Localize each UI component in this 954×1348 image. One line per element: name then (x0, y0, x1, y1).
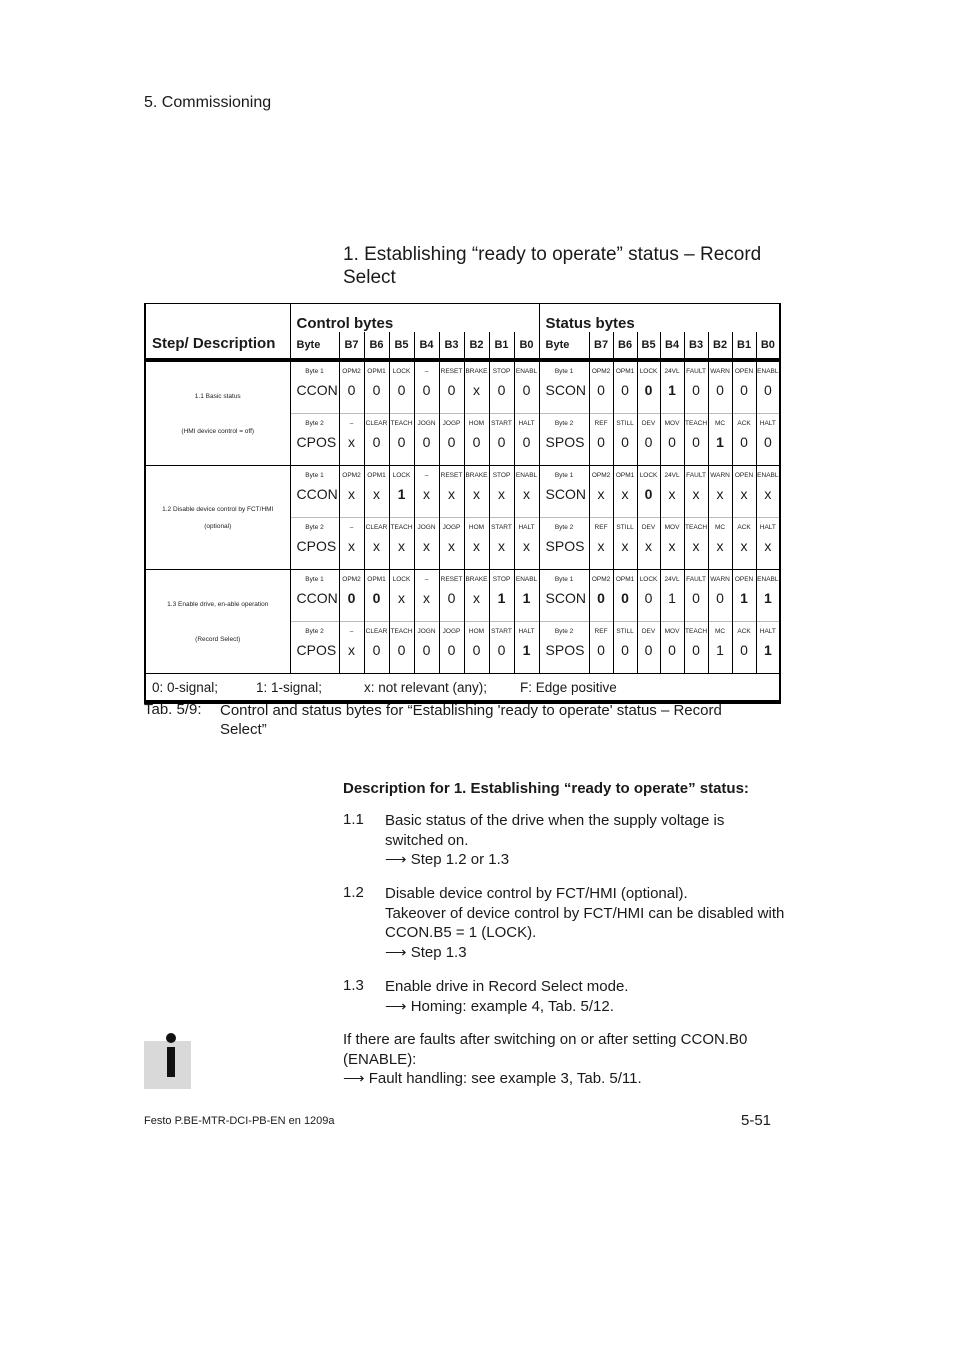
status-byte-name: SPOS (539, 536, 589, 570)
status-bit-value: x (660, 484, 684, 518)
control-bit-flag: TEACH (389, 414, 414, 433)
status-bit-flag: 24VL (660, 466, 684, 485)
control-byte-label: Byte 2 (290, 414, 339, 433)
control-bit-flag: OPM1 (364, 360, 389, 380)
status-bit-header: B1 (732, 332, 756, 360)
control-bit-flag: OPM2 (339, 466, 364, 485)
control-bit-flag: – (414, 466, 439, 485)
header-step-description: Step/ Description (145, 304, 290, 361)
status-bit-value: 0 (660, 640, 684, 674)
status-bit-value: x (589, 484, 613, 518)
control-bit-value: x (464, 588, 489, 622)
legend-item: F: Edge positive (520, 679, 617, 695)
control-bit-value: 0 (514, 380, 539, 414)
status-bit-value: x (708, 536, 732, 570)
status-bit-flag: WARN (708, 360, 732, 380)
control-bit-value: x (339, 484, 364, 518)
control-bit-flag: – (339, 622, 364, 641)
description-item-line: Takeover of device control by FCT/HMI can be disabled with CCON.B5 = 1 (LOCK). (385, 904, 785, 941)
control-byte-label: Byte 2 (290, 518, 339, 537)
status-bit-value: 0 (756, 432, 780, 466)
status-bit-flag: HALT (756, 518, 780, 537)
control-bit-flag: – (339, 414, 364, 433)
control-bit-value: x (464, 536, 489, 570)
control-bit-flag: HALT (514, 622, 539, 641)
info-icon (144, 1041, 191, 1089)
control-bit-value: 0 (414, 432, 439, 466)
table-caption-text: Control and status bytes for “Establishing 'ready to operate' status – Record Select” (220, 702, 722, 738)
control-status-table (144, 303, 781, 704)
status-bit-value: 0 (589, 380, 613, 414)
control-bit-flag: – (339, 518, 364, 537)
status-bit-value: 0 (708, 588, 732, 622)
header-control-bytes: Control bytes (296, 315, 394, 332)
control-bit-flag: CLEAR (364, 414, 389, 433)
description-item-number: 1.1 (343, 811, 364, 828)
control-bit-value: 1 (489, 588, 514, 622)
status-bit-value: 0 (637, 380, 660, 414)
control-bit-value: 0 (439, 432, 464, 466)
status-bit-value: 0 (637, 588, 660, 622)
status-bit-flag: LOCK (637, 570, 660, 589)
status-bit-flag: MOV (660, 622, 684, 641)
control-bit-value: 1 (389, 484, 414, 518)
table-legend (145, 674, 780, 703)
control-bit-value: x (339, 536, 364, 570)
status-bit-value: 0 (613, 380, 637, 414)
note (343, 1030, 783, 1089)
control-bit-flag: HOM (464, 622, 489, 641)
status-bit-value: x (660, 536, 684, 570)
control-bit-value: 0 (439, 640, 464, 674)
status-bit-flag: OPM1 (613, 570, 637, 589)
control-bit-header: B3 (439, 332, 464, 360)
status-bit-flag: WARN (708, 570, 732, 589)
status-bit-value: x (732, 536, 756, 570)
control-bit-value: 0 (364, 588, 389, 622)
status-byte-label: Byte 1 (539, 466, 589, 485)
status-bit-flag: FAULT (684, 360, 708, 380)
status-bit-value: 1 (708, 640, 732, 674)
control-bit-value: 0 (339, 380, 364, 414)
control-bit-value: x (389, 588, 414, 622)
status-bit-flag: OPM2 (589, 466, 613, 485)
control-bit-value: x (464, 484, 489, 518)
control-bit-flag: ENABL (514, 570, 539, 589)
status-bit-flag: MOV (660, 414, 684, 433)
step-description (145, 570, 290, 674)
status-bit-flag: OPEN (732, 360, 756, 380)
status-byte-header: Byte (539, 332, 589, 360)
status-bit-flag: 24VL (660, 570, 684, 589)
control-byte-header: Byte (290, 332, 339, 360)
description-item-arrow: ⟶ Step 1.3 (385, 943, 467, 961)
step-description-extra: (HMI device control = off) (181, 427, 255, 435)
status-bit-flag: OPM1 (613, 466, 637, 485)
control-bit-value: 0 (364, 432, 389, 466)
status-bit-flag: ENABL (756, 466, 780, 485)
status-bit-value: 0 (589, 640, 613, 674)
status-bit-header: B4 (660, 332, 684, 360)
status-byte-name: SCON (539, 484, 589, 518)
control-byte-label: Byte 2 (290, 622, 339, 641)
status-bit-flag: ACK (732, 518, 756, 537)
control-bit-flag: LOCK (389, 466, 414, 485)
control-byte-name: CPOS (290, 432, 339, 466)
status-bit-flag: ENABL (756, 570, 780, 589)
legend-item: 1: 1-signal; (256, 679, 323, 695)
control-byte-name: CPOS (290, 640, 339, 674)
control-bit-flag: HALT (514, 518, 539, 537)
control-bit-flag: RESET (439, 466, 464, 485)
control-bit-value: 0 (364, 380, 389, 414)
control-bit-flag: JOGP (439, 622, 464, 641)
control-bit-flag: BRAKE (464, 570, 489, 589)
control-bit-header: B5 (389, 332, 414, 360)
control-byte-label: Byte 1 (290, 360, 339, 380)
status-bit-flag: STILL (613, 518, 637, 537)
control-bit-value: 0 (414, 640, 439, 674)
status-bit-flag: DEV (637, 518, 660, 537)
status-bit-flag: STILL (613, 622, 637, 641)
status-bit-value: 0 (684, 588, 708, 622)
control-bit-value: x (339, 432, 364, 466)
control-bit-flag: JOGN (414, 414, 439, 433)
table-caption-number: Tab. 5/9: (144, 701, 202, 718)
control-bit-flag: ENABL (514, 466, 539, 485)
control-bit-value: x (489, 484, 514, 518)
control-bit-value: 0 (489, 640, 514, 674)
control-bit-flag: CLEAR (364, 622, 389, 641)
arrow-icon: ⟶ (343, 1070, 365, 1087)
status-bit-header: B6 (613, 332, 637, 360)
control-bit-value: 0 (439, 588, 464, 622)
status-bit-value: 1 (660, 380, 684, 414)
status-bit-flag: OPEN (732, 466, 756, 485)
status-bit-header: B7 (589, 332, 613, 360)
status-bit-header: B0 (756, 332, 780, 360)
control-bit-value: x (439, 536, 464, 570)
status-bit-flag: LOCK (637, 360, 660, 380)
control-bit-header: B0 (514, 332, 539, 360)
page-number: 5-51 (741, 1112, 772, 1129)
arrow-icon: ⟶ (385, 851, 407, 868)
status-bit-value: x (613, 536, 637, 570)
status-byte-name: SPOS (539, 432, 589, 466)
control-bit-value: 0 (389, 380, 414, 414)
section-title: 1. Establishing “ready to operate” status – Record Select (343, 244, 762, 288)
status-bit-value: x (589, 536, 613, 570)
status-bit-flag: MC (708, 518, 732, 537)
step-description (145, 466, 290, 570)
status-bit-flag: HALT (756, 622, 780, 641)
control-bit-flag: HOM (464, 414, 489, 433)
control-bit-flag: CLEAR (364, 518, 389, 537)
control-bit-flag: OPM1 (364, 570, 389, 589)
control-bit-flag: START (489, 518, 514, 537)
step-description (145, 360, 290, 466)
control-byte-label: Byte 1 (290, 466, 339, 485)
description-item-number: 1.2 (343, 884, 364, 901)
control-byte-name: CCON (290, 380, 339, 414)
control-bit-value: 0 (414, 380, 439, 414)
control-bit-value: x (414, 588, 439, 622)
status-bit-value: 1 (708, 432, 732, 466)
header-status-bytes: Status bytes (539, 304, 780, 333)
control-bit-value: x (364, 484, 389, 518)
status-bit-value: 0 (637, 640, 660, 674)
control-bit-flag: OPM2 (339, 570, 364, 589)
control-byte-name: CCON (290, 588, 339, 622)
control-bit-flag: STOP (489, 360, 514, 380)
status-bit-flag: REF (589, 518, 613, 537)
control-bit-flag: LOCK (389, 570, 414, 589)
status-byte-label: Byte 1 (539, 360, 589, 380)
control-bit-value: x (464, 380, 489, 414)
status-bit-value: 1 (756, 588, 780, 622)
step-description-main: 1.3 Enable drive, en-able operation (167, 600, 269, 608)
status-bit-value: 0 (660, 432, 684, 466)
table-row (145, 466, 780, 485)
legend-item: x: not relevant (any); (364, 679, 488, 695)
status-bit-value: 0 (613, 640, 637, 674)
status-byte-label: Byte 2 (539, 414, 589, 433)
status-bit-flag: TEACH (684, 518, 708, 537)
control-bit-value: x (489, 536, 514, 570)
status-bit-value: 1 (756, 640, 780, 674)
status-bit-value: 0 (732, 432, 756, 466)
control-bit-value: x (414, 484, 439, 518)
status-byte-label: Byte 1 (539, 570, 589, 589)
control-bit-flag: TEACH (389, 518, 414, 537)
status-bit-value: x (684, 484, 708, 518)
note-text: If there are faults after switching on or after setting CCON.B0 (ENABLE): (343, 1031, 748, 1068)
control-bit-flag: TEACH (389, 622, 414, 641)
status-bit-value: 0 (732, 640, 756, 674)
status-bit-value: 0 (589, 432, 613, 466)
description-item-text (385, 811, 785, 870)
control-bit-flag: JOGN (414, 622, 439, 641)
control-bit-flag: RESET (439, 570, 464, 589)
control-bit-header: B1 (489, 332, 514, 360)
status-bit-value: x (756, 484, 780, 518)
control-bit-value: 0 (464, 432, 489, 466)
control-bit-flag: – (414, 360, 439, 380)
status-bit-value: 1 (660, 588, 684, 622)
status-bit-flag: MC (708, 414, 732, 433)
status-bit-value: 0 (613, 588, 637, 622)
status-bit-flag: OPM2 (589, 360, 613, 380)
status-bit-flag: REF (589, 414, 613, 433)
control-bit-flag: JOGP (439, 414, 464, 433)
description-item-arrow: ⟶ Step 1.2 or 1.3 (385, 851, 510, 868)
footer-doc-id: Festo P.BE-MTR-DCI-PB-EN en 1209a (144, 1115, 335, 1127)
control-bit-value: x (339, 640, 364, 674)
control-bit-value: 0 (389, 640, 414, 674)
control-byte-name: CCON (290, 484, 339, 518)
description-item-line: Disable device control by FCT/HMI (optional). (385, 885, 688, 902)
control-bit-header: B2 (464, 332, 489, 360)
control-bit-flag: STOP (489, 466, 514, 485)
control-bit-value: x (514, 536, 539, 570)
status-bit-value: x (684, 536, 708, 570)
status-bit-flag: ACK (732, 414, 756, 433)
status-bit-value: 0 (756, 380, 780, 414)
status-bit-flag: OPEN (732, 570, 756, 589)
control-bit-value: x (439, 484, 464, 518)
step-description-main: 1.2 Disable device control by FCT/HMI (optional) (162, 505, 274, 530)
control-bit-flag: ENABL (514, 360, 539, 380)
status-bit-flag: REF (589, 622, 613, 641)
status-byte-name: SPOS (539, 640, 589, 674)
control-bit-flag: OPM1 (364, 466, 389, 485)
control-bit-flag: OPM2 (339, 360, 364, 380)
status-bit-value: 0 (589, 588, 613, 622)
status-bit-flag: MC (708, 622, 732, 641)
status-bit-value: x (756, 536, 780, 570)
table-row (145, 570, 780, 589)
control-bit-flag: HOM (464, 518, 489, 537)
status-bit-value: 0 (637, 484, 660, 518)
status-bit-flag: OPM1 (613, 360, 637, 380)
status-bit-flag: LOCK (637, 466, 660, 485)
description-item-text (385, 977, 785, 1016)
status-bit-value: x (637, 536, 660, 570)
control-bit-value: x (414, 536, 439, 570)
status-bit-flag: DEV (637, 622, 660, 641)
status-bit-flag: TEACH (684, 414, 708, 433)
control-bit-flag: LOCK (389, 360, 414, 380)
control-bit-header: B6 (364, 332, 389, 360)
status-bit-flag: ACK (732, 622, 756, 641)
status-bit-flag: OPM2 (589, 570, 613, 589)
control-bit-value: 1 (514, 588, 539, 622)
control-bit-flag: RESET (439, 360, 464, 380)
status-bit-flag: DEV (637, 414, 660, 433)
status-bit-value: x (613, 484, 637, 518)
control-bit-value: 0 (464, 640, 489, 674)
status-bit-value: 0 (684, 432, 708, 466)
status-bit-flag: STILL (613, 414, 637, 433)
control-bit-value: 0 (364, 640, 389, 674)
description-item-line: Basic status of the drive when the supply voltage is switched on. (385, 812, 725, 849)
control-bit-flag: JOGP (439, 518, 464, 537)
status-byte-label: Byte 2 (539, 622, 589, 641)
status-bit-flag: HALT (756, 414, 780, 433)
control-bit-value: 1 (514, 640, 539, 674)
control-bit-flag: JOGN (414, 518, 439, 537)
control-bit-flag: START (489, 622, 514, 641)
status-bit-header: B2 (708, 332, 732, 360)
control-bit-value: 0 (489, 380, 514, 414)
description-item-text (385, 884, 785, 962)
status-bit-value: x (732, 484, 756, 518)
description-item-number: 1.3 (343, 977, 364, 994)
control-bit-value: 0 (514, 432, 539, 466)
status-bit-flag: ENABL (756, 360, 780, 380)
description-item-line: Enable drive in Record Select mode. (385, 978, 629, 995)
control-bit-flag: BRAKE (464, 360, 489, 380)
control-bit-flag: HALT (514, 414, 539, 433)
arrow-icon: ⟶ (385, 943, 407, 961)
description-item-arrow: ⟶ Homing: example 4, Tab. 5/12. (385, 997, 614, 1015)
status-byte-label: Byte 2 (539, 518, 589, 537)
control-bit-value: x (389, 536, 414, 570)
control-bit-flag: – (414, 570, 439, 589)
control-byte-name: CPOS (290, 536, 339, 570)
control-bit-value: x (514, 484, 539, 518)
description-heading: Description for 1. Establishing “ready to operate” status: (343, 780, 749, 797)
control-bit-flag: STOP (489, 570, 514, 589)
control-bit-header: B7 (339, 332, 364, 360)
status-bit-value: 0 (637, 432, 660, 466)
step-description-extra: (Record Select) (195, 635, 241, 643)
status-byte-name: SCON (539, 380, 589, 414)
status-bit-flag: TEACH (684, 622, 708, 641)
status-bit-value: 0 (684, 640, 708, 674)
chapter-heading: 5. Commissioning (144, 94, 272, 111)
control-bit-value: 0 (339, 588, 364, 622)
status-bit-value: x (708, 484, 732, 518)
status-bit-value: 0 (732, 380, 756, 414)
status-bit-flag: FAULT (684, 570, 708, 589)
status-byte-name: SCON (539, 588, 589, 622)
status-bit-value: 0 (684, 380, 708, 414)
table-row (145, 360, 780, 380)
control-bit-flag: BRAKE (464, 466, 489, 485)
status-bit-flag: FAULT (684, 466, 708, 485)
control-bit-value: 0 (489, 432, 514, 466)
step-description-main: 1.1 Basic status (194, 392, 241, 400)
status-bit-value: 0 (708, 380, 732, 414)
legend-item: 0: 0-signal; (152, 679, 219, 695)
control-bit-value: 0 (439, 380, 464, 414)
status-bit-header: B5 (637, 332, 660, 360)
control-byte-label: Byte 1 (290, 570, 339, 589)
arrow-icon: ⟶ (385, 997, 407, 1015)
status-bit-flag: 24VL (660, 360, 684, 380)
status-bit-value: 0 (613, 432, 637, 466)
control-bit-value: 0 (389, 432, 414, 466)
control-bit-header: B4 (414, 332, 439, 360)
status-bit-header: B3 (684, 332, 708, 360)
status-bit-flag: WARN (708, 466, 732, 485)
control-bit-value: x (364, 536, 389, 570)
note-arrow: ⟶ Fault handling: see example 3, Tab. 5/11. (343, 1070, 642, 1087)
control-bit-flag: START (489, 414, 514, 433)
status-bit-value: 1 (732, 588, 756, 622)
status-bit-flag: MOV (660, 518, 684, 537)
